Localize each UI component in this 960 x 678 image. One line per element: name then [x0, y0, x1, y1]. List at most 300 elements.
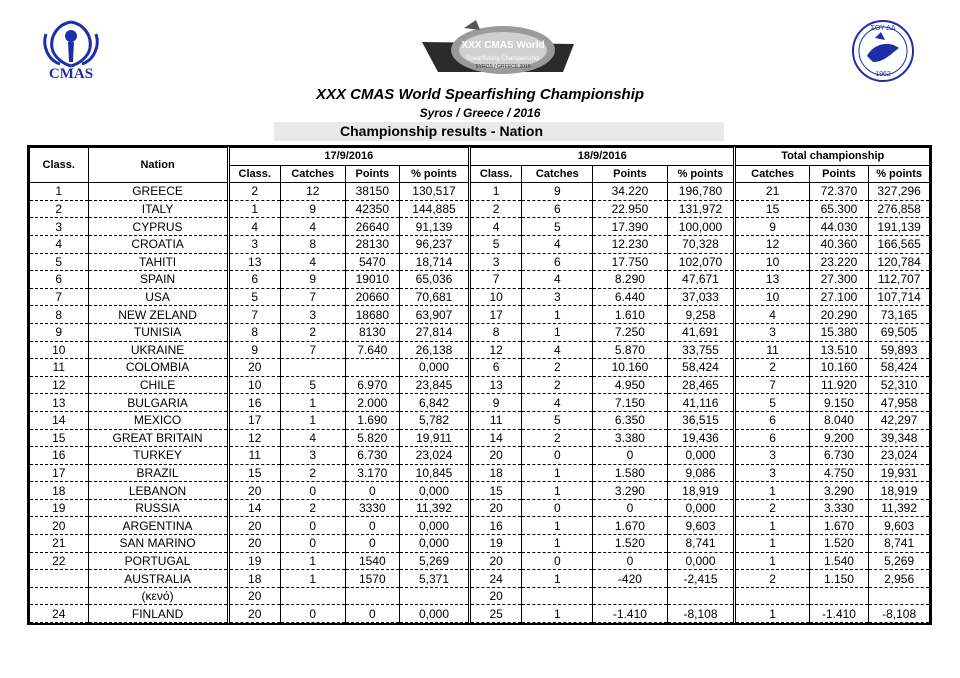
table-cell: 5 — [522, 218, 593, 236]
table-row — [30, 288, 930, 306]
table-cell: 9,086 — [667, 464, 735, 482]
table-cell: 15 — [30, 429, 89, 447]
table-cell: 5,782 — [399, 411, 469, 429]
table-cell: 1 — [522, 306, 593, 324]
table-row — [30, 552, 930, 570]
table-cell: 1 — [280, 570, 345, 588]
table-cell: 7.640 — [345, 341, 399, 359]
table-cell: 9.200 — [809, 429, 869, 447]
table-cell: 6.970 — [345, 376, 399, 394]
table-cell: 120,784 — [869, 253, 930, 271]
table-cell: GREAT BRITAIN — [88, 429, 228, 447]
table-cell: 33,755 — [667, 341, 735, 359]
table-cell: 5 — [280, 376, 345, 394]
table-cell: 9 — [735, 218, 809, 236]
table-row — [30, 323, 930, 341]
table-cell: 1 — [735, 552, 809, 570]
table-cell: 0,000 — [399, 482, 469, 500]
table-cell — [30, 587, 89, 605]
table-cell: 0 — [522, 499, 593, 517]
table-cell: 7 — [280, 341, 345, 359]
table-row — [30, 200, 930, 218]
table-cell: AUSTRALIA — [88, 570, 228, 588]
table-cell: 13 — [470, 376, 522, 394]
table-cell: 2 — [735, 570, 809, 588]
table-cell: 2 — [522, 429, 593, 447]
table-cell: 18 — [30, 482, 89, 500]
table-cell: 0 — [345, 482, 399, 500]
table-cell: 196,780 — [667, 183, 735, 201]
table-cell: 12 — [280, 183, 345, 201]
table-cell: 4.750 — [809, 464, 869, 482]
table-row — [30, 535, 930, 553]
table-cell: 1 — [280, 552, 345, 570]
table-cell: 9.150 — [809, 394, 869, 412]
table-cell: CYPRUS — [88, 218, 228, 236]
table-cell: 20 — [228, 587, 280, 605]
table-cell: 8 — [30, 306, 89, 324]
table-cell: BULGARIA — [88, 394, 228, 412]
table-cell: NEW ZELAND — [88, 306, 228, 324]
table-cell: 1 — [470, 183, 522, 201]
table-cell: 5 — [470, 235, 522, 253]
header-nation: Nation — [88, 148, 228, 183]
table-cell: 44.030 — [809, 218, 869, 236]
table-cell: CHILE — [88, 376, 228, 394]
table-cell: 13 — [735, 271, 809, 289]
table-cell: 10.160 — [809, 359, 869, 377]
table-cell: 3 — [280, 306, 345, 324]
table-cell: 70,681 — [399, 288, 469, 306]
table-cell: 15.380 — [809, 323, 869, 341]
table-cell: 17.750 — [593, 253, 667, 271]
table-cell: 1 — [735, 517, 809, 535]
table-cell: 4.950 — [593, 376, 667, 394]
header-day2: 18/9/2016 — [470, 148, 735, 166]
svg-text:ΣΟΥ ΔΔ: ΣΟΥ ΔΔ — [870, 25, 896, 32]
table-row — [30, 499, 930, 517]
table-cell: 0,000 — [667, 499, 735, 517]
table-cell: 11 — [30, 359, 89, 377]
table-cell: 52,310 — [869, 376, 930, 394]
table-cell: 2 — [228, 183, 280, 201]
table-cell: 8130 — [345, 323, 399, 341]
table-row — [30, 376, 930, 394]
table-cell: 2 — [522, 359, 593, 377]
table-cell: 2 — [735, 359, 809, 377]
table-cell: 72.370 — [809, 183, 869, 201]
table-row — [30, 605, 930, 623]
table-cell: 20 — [470, 499, 522, 517]
table-cell: 12 — [228, 429, 280, 447]
table-cell: 19 — [30, 499, 89, 517]
table-cell: -420 — [593, 570, 667, 588]
table-cell: 0 — [345, 535, 399, 553]
table-cell: 10,845 — [399, 464, 469, 482]
table-cell — [345, 359, 399, 377]
table-cell: 1.540 — [809, 552, 869, 570]
table-cell: 191,139 — [869, 218, 930, 236]
table-cell: 5 — [228, 288, 280, 306]
table-cell: 9 — [228, 341, 280, 359]
table-cell: 17 — [228, 411, 280, 429]
table-cell: 15 — [735, 200, 809, 218]
table-cell: 1.520 — [593, 535, 667, 553]
table-cell: COLOMBIA — [88, 359, 228, 377]
table-cell: 7.150 — [593, 394, 667, 412]
table-cell — [345, 587, 399, 605]
table-cell: 28130 — [345, 235, 399, 253]
table-cell: 107,714 — [869, 288, 930, 306]
table-cell: 19 — [470, 535, 522, 553]
table-cell: 2 — [280, 323, 345, 341]
table-cell: 0 — [593, 552, 667, 570]
table-cell: RUSSIA — [88, 499, 228, 517]
table-cell: 0,000 — [399, 359, 469, 377]
table-cell: 27.100 — [809, 288, 869, 306]
table-cell: 2 — [735, 499, 809, 517]
header-total: Total championship — [735, 148, 930, 166]
sub-points: Points — [593, 165, 667, 183]
table-cell: 1 — [522, 323, 593, 341]
table-cell: GREECE — [88, 183, 228, 201]
table-cell: 0,000 — [399, 517, 469, 535]
table-cell: 6 — [522, 253, 593, 271]
table-cell: 327,296 — [869, 183, 930, 201]
table-cell: 0 — [280, 605, 345, 623]
table-cell: 14 — [228, 499, 280, 517]
table-cell: SPAIN — [88, 271, 228, 289]
table-cell: 3.380 — [593, 429, 667, 447]
svg-text:SYROS / GREECE 2016: SYROS / GREECE 2016 — [475, 64, 531, 70]
table-cell: TAHITI — [88, 253, 228, 271]
table-cell: 24 — [30, 605, 89, 623]
table-cell: 19,911 — [399, 429, 469, 447]
table-cell: 7 — [470, 271, 522, 289]
table-cell: 5,371 — [399, 570, 469, 588]
table-cell: 5.870 — [593, 341, 667, 359]
table-cell: FINLAND — [88, 605, 228, 623]
table-cell: 16 — [470, 517, 522, 535]
table-cell: 7 — [280, 288, 345, 306]
sub-catches: Catches — [522, 165, 593, 183]
table-cell: 18 — [228, 570, 280, 588]
table-cell: 20 — [228, 359, 280, 377]
table-cell: 1540 — [345, 552, 399, 570]
table-cell: 1 — [522, 535, 593, 553]
table-cell: 166,565 — [869, 235, 930, 253]
table-cell: 3.290 — [593, 482, 667, 500]
table-cell: 6.730 — [345, 447, 399, 465]
table-cell: 2 — [280, 499, 345, 517]
table-cell: 1.150 — [809, 570, 869, 588]
table-cell: 4 — [522, 235, 593, 253]
table-cell: 41,691 — [667, 323, 735, 341]
table-cell: 18 — [470, 464, 522, 482]
svg-text:Spearfishing Championship: Spearfishing Championship — [466, 56, 540, 62]
table-cell: 6 — [522, 200, 593, 218]
table-cell: 0,000 — [399, 535, 469, 553]
table-cell: LEBANON — [88, 482, 228, 500]
table-cell: 20 — [228, 517, 280, 535]
table-cell: SAN MARINO — [88, 535, 228, 553]
table-cell: 3.170 — [345, 464, 399, 482]
table-cell: 14 — [470, 429, 522, 447]
table-cell: 14 — [30, 411, 89, 429]
table-cell: 2.000 — [345, 394, 399, 412]
table-cell: 59,893 — [869, 341, 930, 359]
table-cell: -1.410 — [809, 605, 869, 623]
table-cell: -1.410 — [593, 605, 667, 623]
table-cell: 0 — [345, 517, 399, 535]
table-cell: 20.290 — [809, 306, 869, 324]
table-cell — [522, 587, 593, 605]
sub-catches: Catches — [735, 165, 809, 183]
table-cell: 23.220 — [809, 253, 869, 271]
table-cell: 10 — [228, 376, 280, 394]
table-cell: 8,741 — [667, 535, 735, 553]
table-row — [30, 447, 930, 465]
table-cell: 8 — [228, 323, 280, 341]
table-cell: 11 — [470, 411, 522, 429]
table-cell: 23,845 — [399, 376, 469, 394]
table-cell: ITALY — [88, 200, 228, 218]
table-cell: 9,603 — [869, 517, 930, 535]
table-cell: 3 — [470, 253, 522, 271]
table-cell: 20 — [228, 535, 280, 553]
table-cell: 4 — [280, 253, 345, 271]
table-cell: 4 — [470, 218, 522, 236]
table-cell: 1 — [280, 411, 345, 429]
table-cell: 8.040 — [809, 411, 869, 429]
table-cell: 0 — [593, 499, 667, 517]
table-cell: 8.290 — [593, 271, 667, 289]
table-cell: 0 — [280, 535, 345, 553]
table-cell: 112,707 — [869, 271, 930, 289]
table-cell: 69,505 — [869, 323, 930, 341]
table-cell: 58,424 — [869, 359, 930, 377]
table-cell: 1570 — [345, 570, 399, 588]
table-cell: 131,972 — [667, 200, 735, 218]
table-cell: 0 — [280, 482, 345, 500]
table-cell: 3 — [280, 447, 345, 465]
table-cell: MEXICO — [88, 411, 228, 429]
results-table — [27, 145, 932, 625]
table-cell: 100,000 — [667, 218, 735, 236]
table-cell: 9 — [30, 323, 89, 341]
table-cell: 4 — [522, 341, 593, 359]
table-cell: 25 — [470, 605, 522, 623]
table-row — [30, 235, 930, 253]
table-cell: PORTUGAL — [88, 552, 228, 570]
table-cell: USA — [88, 288, 228, 306]
table-cell: 4 — [228, 218, 280, 236]
table-cell: 0 — [345, 605, 399, 623]
table-cell: 63,907 — [399, 306, 469, 324]
table-cell: 23,024 — [399, 447, 469, 465]
table-cell: 19010 — [345, 271, 399, 289]
table-cell: 17.390 — [593, 218, 667, 236]
table-row — [30, 341, 930, 359]
table-cell: 47,671 — [667, 271, 735, 289]
sub-pct: % points — [869, 165, 930, 183]
table-cell: 12 — [735, 235, 809, 253]
table-cell: -2,415 — [667, 570, 735, 588]
table-cell: 20 — [470, 447, 522, 465]
table-cell: 42,297 — [869, 411, 930, 429]
table-cell: 1.670 — [809, 517, 869, 535]
table-cell: 18,714 — [399, 253, 469, 271]
table-cell: 19 — [228, 552, 280, 570]
table-cell: 36,515 — [667, 411, 735, 429]
table-cell: 0 — [522, 552, 593, 570]
table-cell: 13 — [228, 253, 280, 271]
table-cell: 6 — [735, 411, 809, 429]
table-cell: 1 — [735, 605, 809, 623]
table-cell: 1 — [522, 605, 593, 623]
table-cell: 6,842 — [399, 394, 469, 412]
table-cell: 13 — [30, 394, 89, 412]
table-cell: 23,024 — [869, 447, 930, 465]
table-cell: 1.610 — [593, 306, 667, 324]
table-cell: 0,000 — [667, 552, 735, 570]
sub-pct: % points — [399, 165, 469, 183]
svg-text:1962: 1962 — [875, 71, 891, 78]
section-title: Championship results - Nation — [274, 122, 724, 141]
table-cell: 11 — [735, 341, 809, 359]
table-cell — [667, 587, 735, 605]
table-cell: 7 — [30, 288, 89, 306]
table-cell: 26640 — [345, 218, 399, 236]
table-cell: 13.510 — [809, 341, 869, 359]
table-cell: 18,919 — [667, 482, 735, 500]
table-cell: 20 — [30, 517, 89, 535]
table-cell: 6.350 — [593, 411, 667, 429]
sub-pct: % points — [667, 165, 735, 183]
table-cell: 27.300 — [809, 271, 869, 289]
table-cell: 22.950 — [593, 200, 667, 218]
document-subtitle: Syros / Greece / 2016 — [419, 106, 541, 120]
table-cell: 3 — [735, 464, 809, 482]
table-row — [30, 429, 930, 447]
table-cell: 58,424 — [667, 359, 735, 377]
table-cell: 5,269 — [869, 552, 930, 570]
table-cell: 6.440 — [593, 288, 667, 306]
table-cell: 3 — [735, 323, 809, 341]
table-cell: 0,000 — [399, 605, 469, 623]
table-cell: 42350 — [345, 200, 399, 218]
table-cell — [399, 587, 469, 605]
table-cell: 20 — [228, 605, 280, 623]
table-cell: 73,165 — [869, 306, 930, 324]
table-cell: ARGENTINA — [88, 517, 228, 535]
header-day1: 17/9/2016 — [228, 148, 469, 166]
table-cell: 4 — [522, 271, 593, 289]
table-cell: 8 — [280, 235, 345, 253]
table-cell: 17 — [470, 306, 522, 324]
table-cell: 11.920 — [809, 376, 869, 394]
table-cell: 21 — [30, 535, 89, 553]
table-cell — [593, 587, 667, 605]
table-body — [30, 183, 930, 623]
table-cell: 11,392 — [869, 499, 930, 517]
table-cell — [869, 587, 930, 605]
table-cell: 130,517 — [399, 183, 469, 201]
table-cell: 10 — [30, 341, 89, 359]
table-cell: 39,348 — [869, 429, 930, 447]
svg-text:XXX CMAS World: XXX CMAS World — [461, 40, 545, 51]
table-cell: 6 — [735, 429, 809, 447]
table-cell: 16 — [228, 394, 280, 412]
table-cell: 17 — [30, 464, 89, 482]
table-cell: 3 — [228, 235, 280, 253]
table-cell: 3330 — [345, 499, 399, 517]
table-cell: 7.250 — [593, 323, 667, 341]
table-cell: 1.520 — [809, 535, 869, 553]
table-cell: 9 — [280, 200, 345, 218]
table-cell: 65,036 — [399, 271, 469, 289]
table-row — [30, 411, 930, 429]
table-cell: 6 — [470, 359, 522, 377]
table-cell: 20 — [228, 482, 280, 500]
table-cell — [30, 570, 89, 588]
table-cell: 7 — [735, 376, 809, 394]
table-cell: 0 — [522, 447, 593, 465]
table-cell: 41,116 — [667, 394, 735, 412]
table-cell: 11 — [228, 447, 280, 465]
table-row — [30, 482, 930, 500]
table-cell: BRAZIL — [88, 464, 228, 482]
table-row — [30, 464, 930, 482]
table-cell: 102,070 — [667, 253, 735, 271]
table-cell: 4 — [280, 429, 345, 447]
table-cell: 5 — [735, 394, 809, 412]
table-cell: 8,741 — [869, 535, 930, 553]
table-cell: 10 — [735, 288, 809, 306]
table-cell: 4 — [280, 218, 345, 236]
sub-points: Points — [345, 165, 399, 183]
table-cell: 11,392 — [399, 499, 469, 517]
table-cell: 5.820 — [345, 429, 399, 447]
championship-logo — [408, 14, 580, 80]
table-cell: 1 — [735, 535, 809, 553]
table-cell: 1 — [735, 482, 809, 500]
table-cell: 2 — [470, 200, 522, 218]
table-cell: 20 — [470, 587, 522, 605]
table-cell: 5,269 — [399, 552, 469, 570]
table-cell: 27,814 — [399, 323, 469, 341]
table-cell: 2 — [30, 200, 89, 218]
table-cell: -8,108 — [667, 605, 735, 623]
table-row — [30, 587, 930, 605]
table-cell: 12 — [470, 341, 522, 359]
table-cell: 144,885 — [399, 200, 469, 218]
table-cell: -8,108 — [869, 605, 930, 623]
table-cell: 8 — [470, 323, 522, 341]
table-cell: 9 — [470, 394, 522, 412]
table-cell: 276,858 — [869, 200, 930, 218]
sub-class: Class. — [228, 165, 280, 183]
table-row — [30, 570, 930, 588]
table-cell: 18,919 — [869, 482, 930, 500]
table-cell: 26,138 — [399, 341, 469, 359]
table-cell: (κενό) — [88, 587, 228, 605]
table-cell: 37,033 — [667, 288, 735, 306]
table-cell: 1 — [522, 464, 593, 482]
table-row — [30, 359, 930, 377]
table-cell: 91,139 — [399, 218, 469, 236]
table-row — [30, 306, 930, 324]
